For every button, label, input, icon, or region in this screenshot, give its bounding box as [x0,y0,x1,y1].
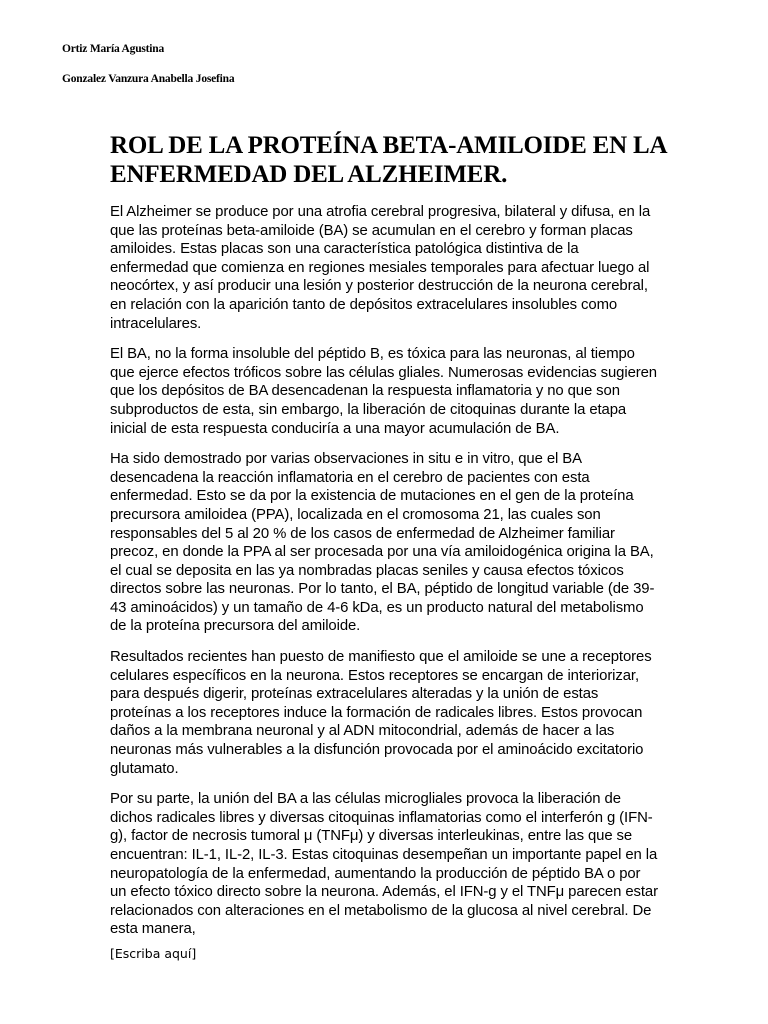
footer-placeholder[interactable]: [Escriba aquí] [110,946,197,961]
author-name: Gonzalez Vanzura Anabella Josefina [62,73,235,85]
paragraph: El Alzheimer se produce por una atrofia cerebral progresiva, bilateral y difusa, en la que las proteínas beta-amiloide (BA) se acumulan en el cerebro y forman placas amiloides. Estas placas son una característica patológica distintiva de la enfermedad que comienza en regiones mesiales temporales para afectuar luego al neocórtex, y así producir una lesión y posterior destrucción de la neurona cerebral, en relación con la aparición tanto de depósitos extracelulares insolubles como intracelulares. [110,204,651,332]
paragraph: Por su parte, la unión del BA a las células microgliales provoca la liberación de dichos radicales libres y diversas citoquinas inflamatorias como el interferón g (IFN-g), factor de necrosis tumoral μ (TNFμ) y diversas interleukinas, entre las que se encuentran: IL-1, IL-2, IL-3. Estas citoquinas desempeñan un importante papel en la neuropatología de la enfermedad, aumentando la producción de péptido BA o por un efecto tóxico directo sobre la neurona. Además, el IFN-g y el TNFμ parecen estar relacionados con alteraciones en el metabolismo de la glucosa al nivel cerebral. De esta manera, [110,791,658,938]
author-name: Ortiz María Agustina [62,43,165,55]
paragraph: El BA, no la forma insoluble del péptido B, es tóxica para las neuronas, al tiempo que ejerce efectos tróficos sobre las células gliales. Numerosas evidencias sugieren que los depósitos de BA desencadenan la respuesta inflamatoria y no que son subproductos de esta, sin embargo, la liberación de citoquinas durante la etapa inicial de esta respuesta conduciría a una mayor acumulación de BA. [110,346,657,437]
document-body [110,203,660,951]
document-title: ROL DE LA PROTEÍNA BETA-AMILOIDE EN LA ENFERMEDAD DEL ALZHEIMER. [110,132,666,188]
paragraph: Resultados recientes han puesto de manifiesto que el amiloide se une a receptores celulares específicos en la neurona. Estos receptores se encargan de interiorizar, para después digerir, proteínas extracelulares alteradas y la unión de estas proteínas a los receptores induce la formación de radicales libres. Estos provocan daños a la membrana neuronal y al ADN mitocondrial, además de hacer a las neuronas más vulnerables a la disfunción provocada por el aminoácido excitatorio glutamato. [110,649,652,777]
author-list [62,40,234,88]
paragraph: Ha sido demostrado por varias observaciones in situ e in vitro, que el BA desencadena la reacción inflamatoria en el cerebro de pacientes con esta enfermedad. Esto se da por la existencia de mutaciones en el gen de la proteína precursora amiloidea (PPA), localizada en el cromosoma 21, las cuales son responsables del 5 al 20 % de los casos de enfermedad de Alzheimer familiar precoz, en donde la PPA al ser procesada por una vía amiloidogénica origina la BA, el cual se deposita en las ya nombradas placas seniles y causa efectos tóxicos directos sobre las neuronas. Por lo tanto, el BA, péptido de longitud variable (de 39-43 aminoácidos) y un tamaño de 4-6 kDa, es un producto natural del metabolismo de la proteína precursora del amiloide. [110,451,655,635]
